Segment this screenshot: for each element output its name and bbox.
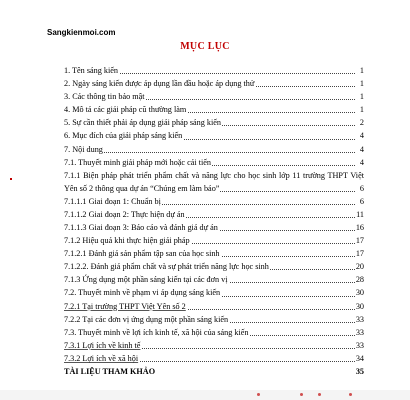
site-watermark: Sangkienmoi.com xyxy=(47,28,116,37)
toc-entry-page: 35 xyxy=(355,365,364,378)
margin-mark xyxy=(10,178,12,180)
toc-entry[interactable] xyxy=(64,103,364,116)
toc-entry[interactable] xyxy=(64,300,364,313)
toc-entry[interactable] xyxy=(64,143,364,156)
toc-entry-page: 1 xyxy=(355,77,364,90)
page-title: MỤC LỤC xyxy=(180,41,230,52)
toc-entry[interactable] xyxy=(64,365,364,376)
toc-entry-page: 17 xyxy=(355,247,364,260)
toc-entry-label: 7.3.2 Lợi ích về xã hội xyxy=(64,352,139,365)
toc-entry-label: 6. Mục đích của giải pháp sáng kiến xyxy=(64,129,183,142)
toc-entry[interactable] xyxy=(64,326,364,339)
toc-entry-label: 7.1.1.1 Giai đoạn 1: Chuẩn bị xyxy=(64,195,162,208)
toc-entry[interactable] xyxy=(64,273,364,286)
toc-entry-label: TÀI LIỆU THAM KHẢO xyxy=(64,365,156,378)
toc-entry-label: 7.2.1 Tại trường THPT Việt Yên số 2 xyxy=(64,300,187,313)
toc-entry-page: 34 xyxy=(355,352,364,365)
toc-entry-page: 30 xyxy=(355,300,364,313)
toc-entry-label: 7.3. Thuyết minh về lợi ích kinh tế, xã hội của sáng kiến xyxy=(64,326,250,339)
table-of-contents xyxy=(64,64,364,376)
toc-entry[interactable] xyxy=(64,129,364,142)
toc-entry[interactable] xyxy=(64,260,364,273)
toc-entry[interactable] xyxy=(64,169,364,195)
toc-entry-page: 33 xyxy=(355,339,364,352)
toc-entry-page: 4 xyxy=(355,156,364,169)
toc-entry-page: 2 xyxy=(355,116,364,129)
toc-entry[interactable] xyxy=(64,352,364,365)
toc-entry-label: 7.1.1 Biện pháp phát triển phẩm chất và năng lực cho học sinh lớp 11 trường THPT Việt Yên số 2 thông qua dự án “Chúng em làm báo” xyxy=(64,170,364,193)
toc-entry-label: 7.1.2 Hiệu quả khi thực hiện giải pháp xyxy=(64,234,191,247)
toc-entry-page: 28 xyxy=(355,273,364,286)
toc-entry-label: 4. Mô tả các giải pháp cũ thường làm xyxy=(64,103,187,116)
toc-entry-page: 1 xyxy=(355,90,364,103)
toc-entry-label: 7.1.3 Ứng dụng một phần sáng kiến tại các đơn vị xyxy=(64,273,229,286)
toc-entry-page: 6 xyxy=(355,182,364,195)
toc-entry[interactable] xyxy=(64,247,364,260)
toc-entry[interactable] xyxy=(64,156,364,169)
toc-entry-page: 30 xyxy=(355,286,364,299)
toc-entry[interactable] xyxy=(64,116,364,129)
toc-entry-page: 6 xyxy=(355,195,364,208)
toc-entry-page: 16 xyxy=(355,221,364,234)
toc-entry[interactable] xyxy=(64,313,364,326)
toc-entry-label: 3. Các thông tin bảo mật xyxy=(64,90,146,103)
toc-entry-page: 4 xyxy=(355,143,364,156)
toc-entry-page: 1 xyxy=(355,64,364,77)
toc-entry-page: 4 xyxy=(355,129,364,142)
dot-leader xyxy=(64,152,355,153)
page-indicator-dot[interactable] xyxy=(349,393,352,396)
toc-entry-page: 33 xyxy=(355,326,364,339)
toc-entry-label: 7.1.1.3 Giai đoạn 3: Báo cáo và đánh giá dự án xyxy=(64,221,219,234)
toc-entry-page: 11 xyxy=(355,208,364,221)
toc-entry-label: 7.1.2.1 Đánh giá sản phẩm tập san của học sinh xyxy=(64,247,221,260)
toc-entry[interactable] xyxy=(64,77,364,90)
toc-entry-label: 7. Nội dung xyxy=(64,143,104,156)
toc-entry-label: 7.2. Thuyết minh về phạm vi áp dụng sáng kiến xyxy=(64,286,221,299)
toc-entry[interactable] xyxy=(64,339,364,352)
toc-entry-page: 1 xyxy=(355,103,364,116)
toc-entry-page: 33 xyxy=(355,313,364,326)
page-indicator-dot[interactable] xyxy=(300,393,303,396)
toc-entry[interactable] xyxy=(64,195,364,208)
toc-entry-label: 1. Tên sáng kiến xyxy=(64,64,119,77)
toc-entry[interactable] xyxy=(64,234,364,247)
toc-entry-label: 5. Sự cần thiết phải áp dụng giải pháp sáng kiến xyxy=(64,116,222,129)
toc-entry-label: 7.2.2 Tại các đơn vị ứng dụng một phần sáng kiến xyxy=(64,313,229,326)
page-indicator-dot[interactable] xyxy=(257,393,260,396)
toc-entry-label: 2. Ngày sáng kiến được áp dụng lần đầu hoặc áp dụng thử xyxy=(64,77,255,90)
toc-entry-page: 17 xyxy=(355,234,364,247)
toc-entry[interactable] xyxy=(64,90,364,103)
toc-entry-label: 7.1.2.2. Đánh giá phẩm chất và sự phát triển năng lực học sinh xyxy=(64,260,270,273)
toc-entry[interactable] xyxy=(64,208,364,221)
toc-entry-label: 7.1. Thuyết minh giải pháp mới hoặc cải tiến xyxy=(64,156,212,169)
toc-entry[interactable] xyxy=(64,221,364,234)
toc-entry[interactable] xyxy=(64,286,364,299)
toc-entry-page: 20 xyxy=(355,260,364,273)
page-indicator-dot[interactable] xyxy=(318,393,321,396)
toc-entry-label: 7.1.1.2 Giai đoạn 2: Thực hiện dự án xyxy=(64,208,186,221)
toc-entry[interactable] xyxy=(64,64,364,77)
toc-entry-label: 7.3.1 Lợi ích về kinh tế xyxy=(64,339,141,352)
